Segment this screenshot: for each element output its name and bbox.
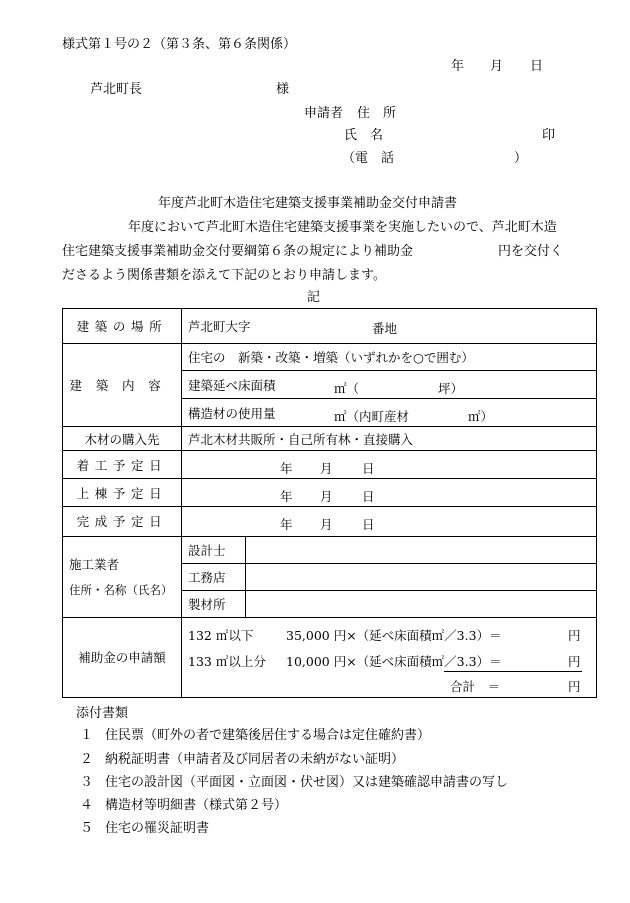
date-day-label: 日 [530,59,544,74]
attachment-text-2: 納税証明書（申請者及び同居者の未納がない証明） [105,752,405,767]
attachment-num-1: １ [80,728,94,743]
attachment-num-5: ５ [80,821,94,836]
purchase-label: 木材の購入先 [63,427,182,451]
structural-unit: ㎡（内町産材 [334,409,410,425]
intro-line-1: 年度において芦北町木造住宅建築支援事業を実施したいので、芦北町木造 [128,220,557,235]
designer-label: 設計士 [182,536,246,563]
total-yen: 円 [568,679,581,695]
framing-year: 年 [280,489,293,505]
subsidy-label: 補助金の申請額 [63,617,182,697]
addressee: 芦北町長 [90,82,143,97]
content-label: 建築内容 [63,344,182,427]
location-value[interactable] [182,309,597,344]
contractor-label-cell [63,536,182,617]
applicant-label: 申請者 [304,106,344,121]
tier1-yen: 円 [568,628,581,644]
intro-line-3: ださるよう関係書類を添えて下記のとおり申請します。 [62,268,386,283]
phone-close: ） [514,151,528,166]
subsidy-tier-2 [182,645,596,671]
structural-label: 構造材の使用量 [188,405,276,421]
start-date-value[interactable] [182,451,597,479]
framing-month: 月 [320,489,333,505]
attachment-text-4: 構造材等明細書（様式第２号） [105,798,288,813]
start-month: 月 [320,461,333,477]
start-day: 日 [362,461,375,477]
complete-date-value[interactable] [182,507,597,536]
builder-value[interactable] [246,563,597,590]
framing-day: 日 [362,489,375,505]
row-designer [63,536,597,563]
row-content-1 [63,344,597,371]
location-prefix: 芦北町大字 [188,319,251,335]
row-framing-date [63,479,597,507]
floor-area-tsubo: 坪） [438,381,464,397]
tier1-range: 132 ㎡以下 [188,628,254,644]
structural-unit-2: ㎡） [468,409,494,425]
date-year-label: 年 [451,59,465,74]
floor-area-label: 建築延べ床面積 [188,377,276,393]
intro-line-2b: 円を交付く [498,244,564,259]
framing-date-value[interactable] [182,479,597,507]
sawmill-value[interactable] [246,590,597,617]
attachment-num-2: ２ [80,752,94,767]
tier2-range: 133 ㎡以上分 [188,654,266,670]
total-label: 合計 ＝ [450,679,501,695]
row-start-date [63,451,597,479]
location-label: 建築の場所 [63,309,182,344]
total-underline [444,671,582,672]
attachment-text-3: 住宅の設計図（平面図・立面図・伏せ図）又は建築確認申請書の写し [105,775,509,790]
start-year: 年 [280,461,293,477]
framing-date-label: 上棟予定日 [63,479,182,507]
row-location [63,309,597,344]
content-row-1[interactable]: 住宅の 新築・改築・増築（いずれかを○で囲む） [182,344,597,371]
tier2-formula: 10,000 円×（延べ床面積㎡／3.3）＝ [286,654,502,670]
sawmill-label: 製材所 [182,590,246,617]
floor-area-unit: ㎡（ [334,381,360,397]
phone-label: （電 話 [342,151,395,166]
complete-day: 日 [362,517,375,533]
intro-line-2a: 住宅建築支援事業補助金交付要綱第６条の規定により補助金 [62,244,414,259]
tier1-formula: 35,000 円×（延べ床面積㎡／3.3）＝ [286,628,502,644]
structural-cell[interactable] [182,399,597,427]
row-subsidy [63,617,597,697]
attachment-text-5: 住宅の罹災証明書 [105,821,210,836]
address-label: 住 所 [357,106,397,121]
subsidy-value[interactable] [182,617,597,697]
start-date-label: 着工予定日 [63,451,182,479]
complete-date-label: 完成予定日 [63,507,182,536]
attachment-text-1: 住民票（町外の者で建築後居住する場合は定住確約書） [105,728,431,743]
ki-mark: 記 [307,290,321,305]
complete-month: 月 [320,517,333,533]
contractor-sub-label: 住所・名称（氏名） [69,583,173,598]
subsidy-total [182,671,596,695]
builder-label: 工務店 [182,563,246,590]
date-month-label: 月 [490,59,504,74]
application-table [62,308,597,698]
form-number: 様式第１号の２（第３条、第６条関係） [62,37,297,52]
floor-area-cell[interactable] [182,371,597,399]
subsidy-tier-1 [182,619,596,645]
row-complete-date [63,507,597,536]
name-label: 氏 名 [344,128,384,143]
attachments-heading: 添付書類 [76,706,129,721]
purchase-value[interactable]: 芦北木材共販所・自己所有林・直接購入 [182,427,597,451]
honorific: 様 [276,82,290,97]
designer-value[interactable] [246,536,597,563]
row-purchase [63,427,597,451]
attachment-num-3: ３ [80,775,94,790]
tier2-yen: 円 [568,654,581,670]
seal-mark: 印 [542,128,556,143]
attachment-num-4: ４ [80,798,94,813]
complete-year: 年 [280,517,293,533]
location-suffix: 番地 [372,321,398,336]
contractor-label: 施工業者 [69,557,120,573]
document-title: 年度芦北町木造住宅建築支援事業補助金交付申請書 [158,196,458,211]
